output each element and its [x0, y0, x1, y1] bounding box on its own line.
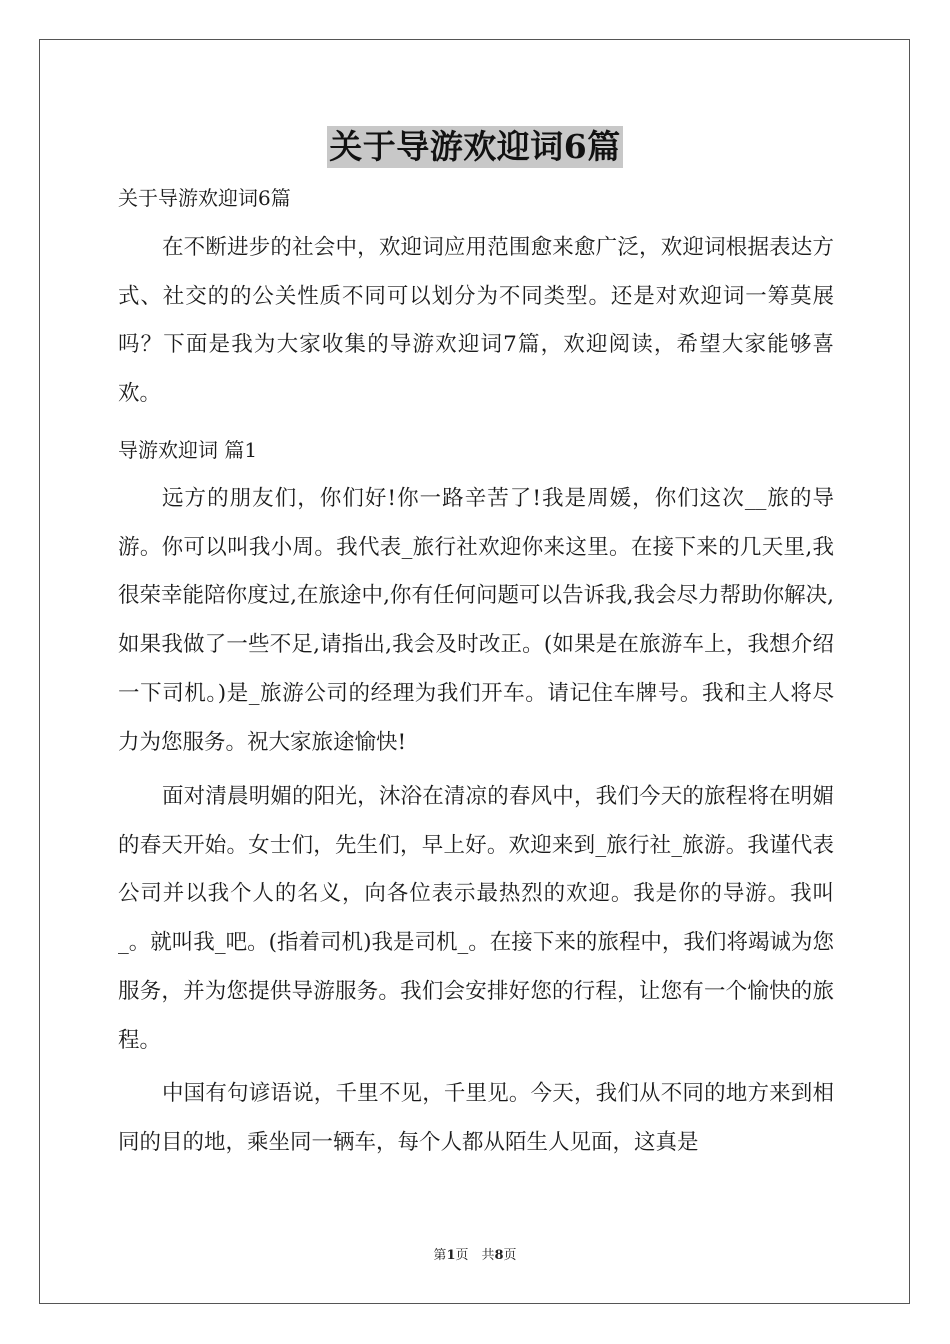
intro-paragraph: 在不断进步的社会中，欢迎词应用范围愈来愈广泛，欢迎词根据表达方式、社交的的公关性质不同可以划分为不同类型。还是对欢迎词一筹莫展吗？下面是我为大家收集的导游欢迎词7篇，欢迎阅读，希望大家能够喜欢。	[118, 235, 834, 407]
title-container	[0, 126, 950, 168]
document-subtitle: 关于导游欢迎词6篇	[118, 186, 291, 210]
body-paragraph-2: 面对清晨明媚的阳光，沐浴在清凉的春风中，我们今天的旅程将在明媚的春天开始。女士们，先生们，早上好。欢迎来到_旅行社_旅游。我谨代表公司并以我个人的名义，向各位表示最热烈的欢迎。我是你的导游。我叫_。就叫我_吧。(指着司机)我是司机_。在接下来的旅程中，我们将竭诚为您服务，并为您提供导游服务。我们会安排好您的行程，让您有一个愉快的旅程。	[118, 784, 834, 1053]
footer-page-prefix: 第	[433, 1248, 447, 1263]
document-title: 关于导游欢迎词6篇	[329, 127, 621, 166]
footer-page-mid: 页 共	[455, 1248, 495, 1263]
page-footer	[0, 1247, 950, 1265]
body-paragraph-1: 远方的朋友们，你们好!你一路辛苦了!我是周媛，你们这次__旅的导游。你可以叫我小周。我代表_旅行社欢迎你来这里。在接下来的几天里,我很荣幸能陪你度过,在旅途中,你有任何问题可以告诉我,我会尽力帮助你解决,如果我做了一些不足,请指出,我会及时改正。(如果是在旅游车上，我想介绍一下司机。)是_旅游公司的经理为我们开车。请记住车牌号。我和主人将尽力为您服务。祝大家旅途愉快!	[118, 486, 834, 755]
body-paragraph-3: 中国有句谚语说，千里不见，千里见。今天，我们从不同的地方来到相同的目的地，乘坐同一辆车，每个人都从陌生人见面，这真是	[118, 1081, 834, 1155]
section-heading: 导游欢迎词 篇1	[118, 438, 258, 462]
footer-page-current: 1	[446, 1248, 456, 1263]
footer-page-total: 8	[494, 1248, 504, 1263]
footer-page-suffix: 页	[503, 1248, 517, 1263]
